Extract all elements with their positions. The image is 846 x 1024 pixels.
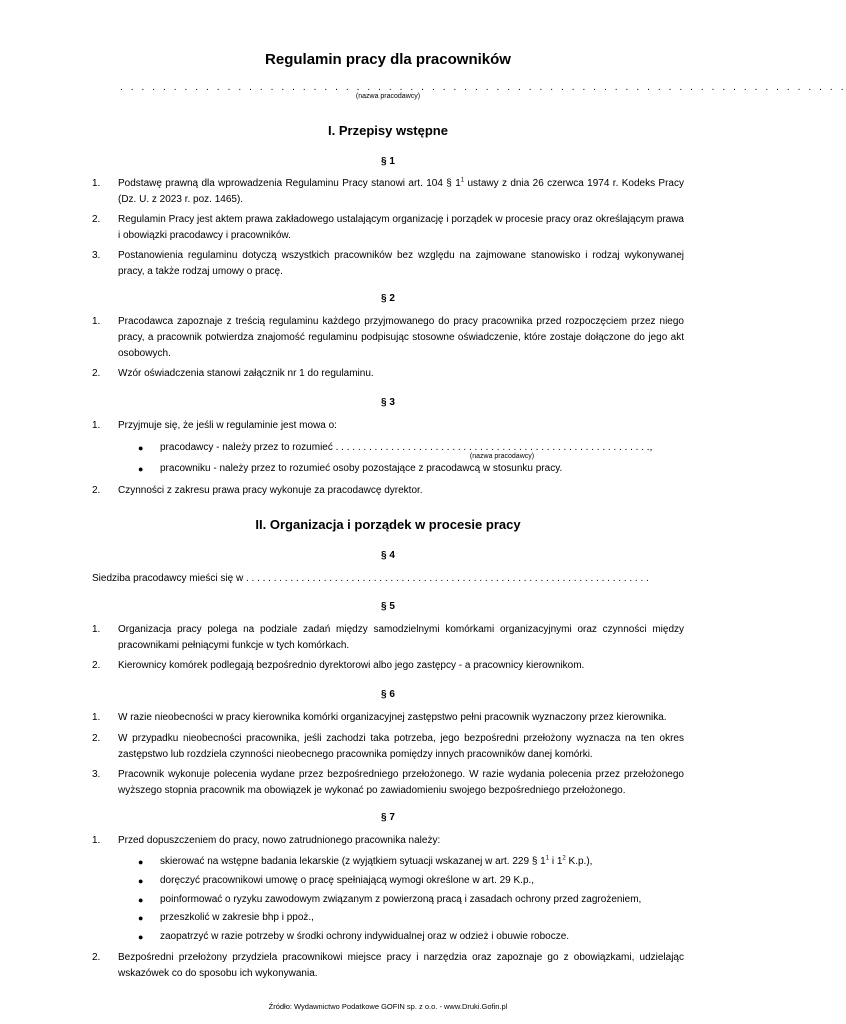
- p6-item-3: [92, 767, 684, 799]
- item-number: 2.: [92, 214, 101, 225]
- item-number: 1.: [92, 835, 101, 846]
- item-number: 3.: [92, 769, 101, 780]
- p6-item-2: [92, 731, 684, 763]
- bullet-text: zaopatrzyć w razie potrzeby w środki ochrony indywidualnej oraz w odzież i obuwie robocze.: [160, 931, 570, 942]
- source-footer: Źródło: Wydawnictwo Podatkowe GOFIN sp. z o.o. - www.Druki.Gofin.pl: [268, 1002, 508, 1011]
- bullet-text: poinformować o ryzyku zawodowym związanym z powierzoną pracą i zasadach ochrony przed zagrożeniem,: [160, 894, 642, 905]
- bullet-icon: ●: [138, 443, 144, 453]
- bullet-text: pracodawcy - należy przez to rozumieć . . . . . . . . . . . . . . . . . . . . . . . . . . . . . . . . . . . . . . . . . . . . . . . . . . . . . . . . .,: [160, 442, 653, 453]
- bullet-icon: ●: [138, 932, 144, 942]
- paragraph-3-mark: § 3: [381, 397, 395, 408]
- item-text: W razie nieobecności w pracy kierownika komórki organizacyjnej zastępstwo pełni pracownik wyznaczony przez kierownika.: [118, 712, 667, 723]
- item-text: Przed dopuszczeniem do pracy, nowo zatrudnionego pracownika należy:: [118, 835, 441, 846]
- paragraph-1-mark: § 1: [381, 156, 395, 167]
- p5-item-1: [92, 622, 684, 654]
- p1-item-3: [92, 248, 684, 280]
- bullet-text: pracowniku - należy przez to rozumieć osoby pozostające z pracodawcą w stosunku pracy.: [160, 463, 563, 474]
- bullet-text: przeszkolić w zakresie bhp i ppoż.,: [160, 912, 314, 923]
- item-number: 2.: [92, 368, 101, 379]
- item-text: Pracownik wykonuje polecenia wydane przez bezpośredniego przełożonego. W razie wydania polecenia przez przełożonego wyższego stopnia pracownik ma obowiązek je wykonać po zawiadomieniu swojego bezpośredniego przełożonego.: [118, 769, 684, 796]
- employer-name-label: (nazwa pracodawcy): [355, 93, 421, 100]
- p7-bullet-5: [92, 929, 684, 945]
- item-text: Bezpośredni przełożony przydziela pracownikowi miejsce pracy i narzędzia oraz zapoznaje go z obowiązkami, udzielając wskazówek co do sposobu ich wykonywania.: [118, 952, 684, 979]
- employer-name-label: (nazwa pracodawcy): [469, 453, 535, 460]
- item-number: 2.: [92, 660, 101, 671]
- item-number: 1.: [92, 316, 101, 327]
- item-text: Organizacja pracy polega na podziale zadań między samodzielnymi komórkami organizacyjnymi oraz czynności między pracownikami pełniącymi funkcje w tych komórkach.: [118, 624, 684, 651]
- p3-item-1: [92, 418, 684, 434]
- item-text: Kierownicy komórek podlegają bezpośrednio dyrektorowi albo jego zastępcy - a pracownicy kierownikom.: [118, 660, 585, 671]
- item-number: 2.: [92, 485, 101, 496]
- item-text: Czynności z zakresu prawa pracy wykonuje za pracodawcę dyrektor.: [118, 485, 423, 496]
- p1-item-2: [92, 212, 684, 244]
- p7-bullet-1: ● skierować na wstępne badania lekarskie (z wyjątkiem sytuacji wskazanej w art. 229 § $1^1$ i $1^2$ K.p.),: [92, 854, 684, 870]
- p7-item-2: [92, 950, 684, 982]
- paragraph-2-mark: § 2: [381, 293, 395, 304]
- p7-item-1: [92, 833, 684, 849]
- bullet-icon: ●: [138, 857, 144, 867]
- item-text: Postanowienia regulaminu dotyczą wszystkich pracowników bez względu na zajmowane stanowisko i rodzaj wykonywanej pracy, a także rodzaj umowy o pracę.: [118, 250, 684, 277]
- item-number: 3.: [92, 250, 101, 261]
- bullet-icon: ●: [138, 464, 144, 474]
- paragraph-6-mark: § 6: [381, 689, 395, 700]
- p6-item-1: [92, 710, 684, 726]
- item-text: Wzór oświadczenia stanowi załącznik nr 1 do regulaminu.: [118, 368, 374, 379]
- p2-item-1: [92, 314, 684, 362]
- bullet-icon: ●: [138, 876, 144, 886]
- bullet-text: doręczyć pracownikowi umowę o pracę spełniającą wymogi określone w art. 29 K.p.,: [160, 875, 535, 886]
- bullet-icon: ●: [138, 895, 144, 905]
- section-1-heading: I. Przepisy wstępne: [328, 123, 448, 138]
- p1-item-1: 1. Podstawę prawną dla wprowadzenia Regulaminu Pracy stanowi art. 104 § $1^1$ ustawy z dnia 26 czerwca 1974 r. Kodeks Pracy (Dz. U. z 2023 r. poz. 1465).: [92, 177, 684, 205]
- employer-name-field: . . . . . . . . . . . . . . . . . . . . . . . . . . . . . . . . . . . . . . . . . . . . . . . . . . . . . . . . . . . . . . . . . . . .: [120, 82, 846, 93]
- item-number: 1.: [92, 712, 101, 723]
- paragraph-5-mark: § 5: [381, 601, 395, 612]
- p3-bullet-2: [92, 461, 684, 477]
- p3-item-2: [92, 483, 684, 499]
- p3-bullet-1: [92, 440, 684, 456]
- p7-bullet-4: [92, 910, 684, 926]
- item-number: 1.: [92, 624, 101, 635]
- item-text: W przypadku nieobecności pracownika, jeśli zachodzi taka potrzeba, jego bezpośredni przełożony wyznacza na ten okres zastępstwo lub rozdziela czynności nieobecnego pracownika pomiędzy innych pracowników danej komórki.: [118, 733, 684, 760]
- document-title: Regulamin pracy dla pracowników: [265, 51, 511, 68]
- p5-item-2: [92, 658, 684, 674]
- item-text: Przyjmuje się, że jeśli w regulaminie jest mowa o:: [118, 420, 337, 431]
- p7-bullet-3: [92, 892, 684, 908]
- section-2-heading: II. Organizacja i porządek w procesie pracy: [255, 517, 521, 532]
- item-number: 1.: [92, 420, 101, 431]
- employer-seat-text: Siedziba pracodawcy mieści się w . . . . . . . . . . . . . . . . . . . . . . . . . . . . . . . . . . . . . . . . . . . . . . . . . . . . . . . . . . . . . . . . . . . . . . . . .: [92, 573, 649, 584]
- p2-item-2: [92, 366, 684, 382]
- item-number: 2.: [92, 952, 101, 963]
- p7-bullet-2: [92, 873, 684, 889]
- item-text: Regulamin Pracy jest aktem prawa zakładowego ustalającym organizację i porządek w procesie pracy oraz określającym prawa i obowiązki pracodawcy i pracowników.: [118, 214, 684, 241]
- item-number: 2.: [92, 733, 101, 744]
- item-number: 1.: [92, 178, 101, 189]
- item-text: Pracodawca zapoznaje z treścią regulaminu każdego przyjmowanego do pracy pracownika przed rozpoczęciem przez niego pracy, a pracownik potwierdza znajomość regulaminu podpisując stosowne oświadczenie, które zostaje dołączone do jego akt osobowych.: [118, 316, 684, 359]
- bullet-icon: ●: [138, 913, 144, 923]
- paragraph-7-mark: § 7: [381, 812, 395, 823]
- paragraph-4-mark: § 4: [381, 550, 395, 561]
